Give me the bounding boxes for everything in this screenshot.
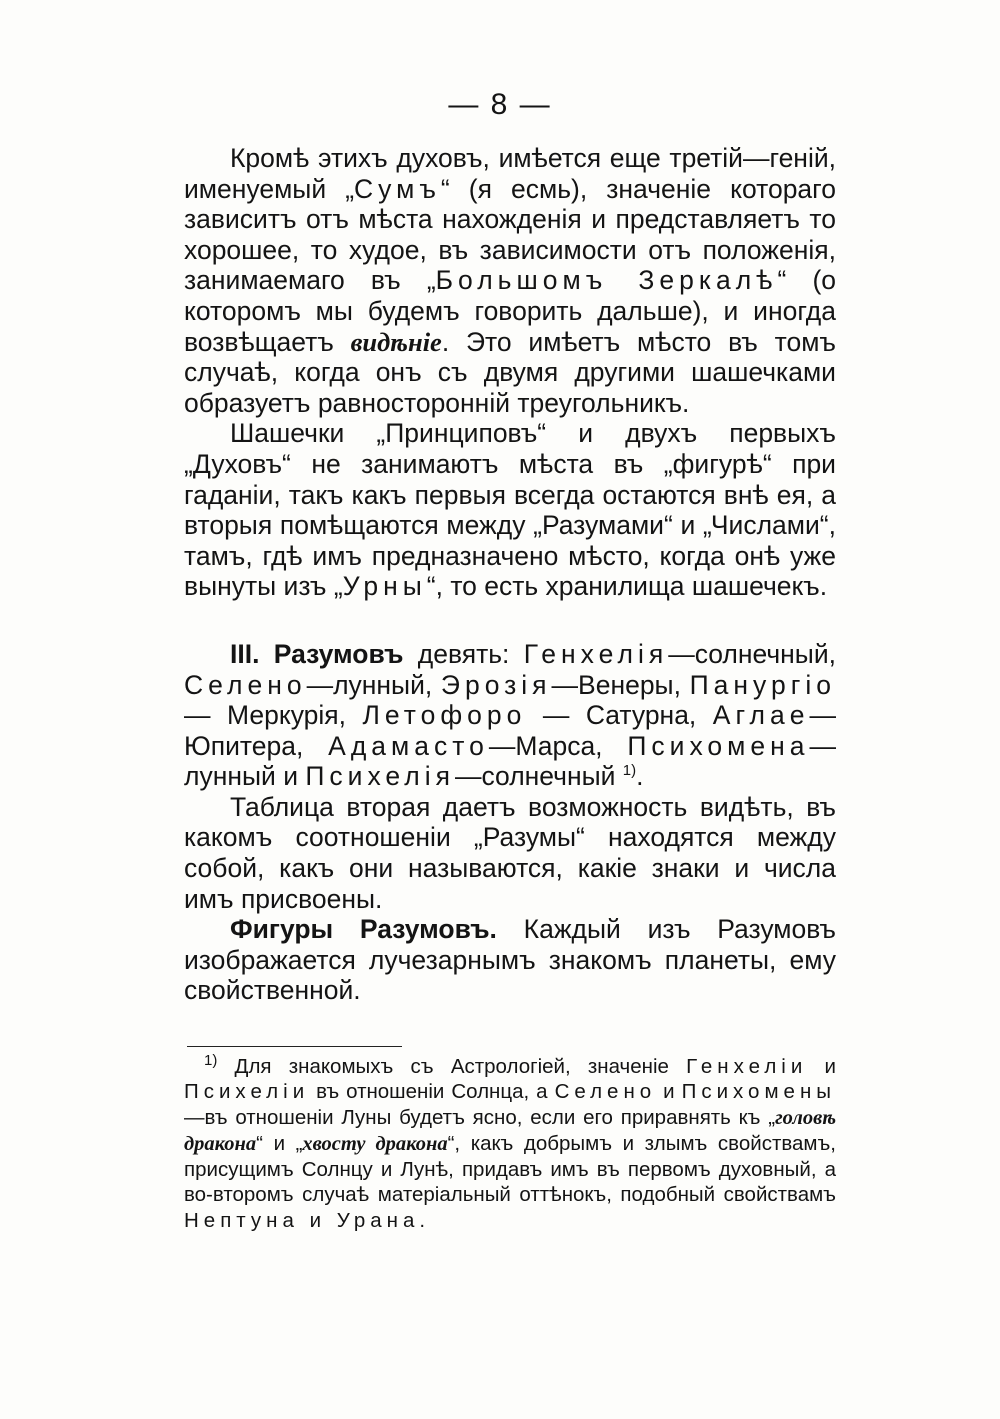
section-heading: III. Разумовъ [230,638,404,669]
text-run: и [807,1055,836,1078]
text-run: —лунный, [306,669,441,700]
footnote-divider [187,1046,402,1047]
text-run: “, то есть хранилища шашечекъ. [426,571,828,602]
paragraph-third-genius [184,143,836,418]
name-reason: Адамасто [328,730,489,761]
text-run: —лунный и [184,730,836,792]
name-reason: Селено [184,669,307,700]
text-run: —Марса, [488,730,628,761]
page-body [184,143,836,1006]
phrase-dragon-head: головѣ дракона [184,1106,836,1155]
text-run: —Юпитера, [184,700,836,761]
text-run: и [656,1080,682,1104]
text-run: —солнечный [454,761,623,792]
text-run: —солнечный, [668,638,836,669]
name-reason: Генхелія [523,638,669,669]
name-reason: Аглае [712,700,810,731]
paragraph-table-two: Таблица вторая даетъ возможность видѣть, въ какомъ соотношеніи „Разумы“ находятся между собой, какъ они называются, какіе знаки и числа имъ присвоены. [184,791,836,914]
run-in-heading: Фигуры Разумовъ. [230,914,497,945]
text-run: девять: [403,638,524,669]
text-run: —Венеры, [551,669,690,700]
text-run: Шашечки „Принциповъ“ и двухъ первыхъ „Духовъ“ не занимаютъ мѣста въ „фигурѣ“ при гаданіи, такъ какъ первыя всегда остаются внѣ ея, а вторыя помѣщаются между „Разумами“ и „Числами“, тамъ, гдѣ имъ предназначено мѣсто, когда онѣ уже вынуты изъ „ [184,418,836,602]
word-vision: видѣніе [350,326,442,357]
text-run: Каждый изъ Разумовъ изображается лучезарнымъ знакомъ планеты, ему свойственной. [184,914,836,1006]
footnote [184,1054,836,1233]
page-number: — 8 — [448,88,552,121]
text-run: . Это имѣетъ мѣсто въ томъ случаѣ, когда онъ съ двумя другими шашечками образуетъ равносторонній треугольникъ. [184,326,836,418]
paragraph-reasons [184,639,836,792]
name-urn: Урны [342,571,427,602]
text-run: въ отношеніи Солнца, а [309,1080,555,1104]
name-reason: Эрозія [440,669,552,700]
name-reason: Психомена [627,730,810,761]
paragraph-figures [184,914,836,1006]
text-run: “ (о которомъ мы будемъ говорить дальше), и иногда возвѣщаетъ [184,265,837,357]
text-run: Для знакомыхъ съ Астрологіей, значеніе [217,1055,687,1078]
name-big-mirror: Большомъ Зеркалѣ [435,265,778,296]
name-reason: Генхеліи [686,1055,808,1078]
text-run: — Меркурія, [184,700,363,731]
text-run: . [419,1208,426,1232]
name-reason: Психеліи [184,1080,310,1104]
name-reason: Летофоро [362,700,527,731]
name-reason: Психелія [305,761,455,792]
text-run: “ и „ [256,1131,303,1155]
phrase-dragon-tail: хвосту дракона [302,1132,448,1155]
text-run: —въ отношеніи Луны будетъ ясно, если его приравнять къ „ [184,1105,776,1129]
text-run: . [636,761,644,792]
text-run: — Сатурна, [526,700,713,731]
footnote-reference[interactable]: 1) [622,762,637,780]
text-run: “ (я есмь), значеніе котораго зависитъ отъ мѣста нахожденія и представляетъ то хорошее, то худое, въ зависимости отъ положенія, занимаемаго въ „ [184,173,836,296]
name-planets: Нептуна и Урана [184,1208,420,1232]
name-sum: Сумъ [354,173,441,204]
text-run: “, какъ добрымъ и злымъ свойствамъ, присущимъ Солнцу и Лунѣ, придавъ имъ въ первомъ духовный, а во-второмъ случаѣ матеріальный оттѣнокъ, подобный свойствамъ [184,1131,836,1207]
paragraph-principles-pieces [184,418,836,602]
text-run: Кромѣ этихъ духовъ, имѣется еще третій—геній, именуемый „ [184,143,836,204]
name-reason: Психомены [681,1080,837,1104]
name-reason: Панургіо [689,669,836,700]
footnote-text [184,1054,836,1233]
footnote-mark: 1) [204,1052,218,1070]
name-reason: Селено [554,1080,657,1104]
